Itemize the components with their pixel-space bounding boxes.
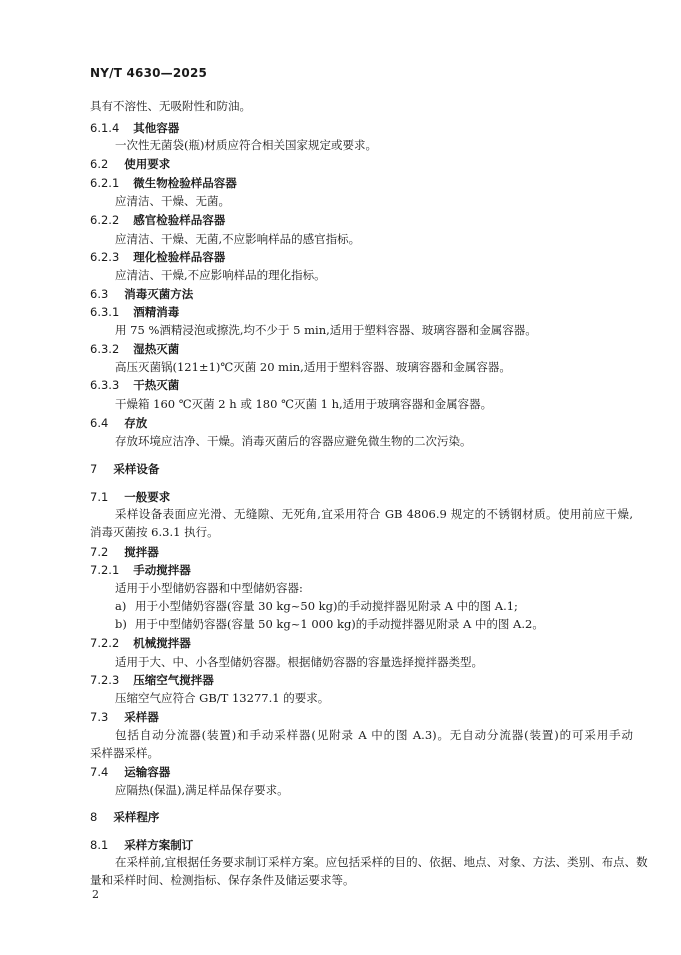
section-number: 6.3: [90, 287, 109, 301]
paragraph: 存放环境应洁净、干燥。消毒灭菌后的容器应避免微生物的二次污染。: [115, 434, 472, 448]
paragraph: 高压灭菌锅(121±1)℃灭菌 20 min,适用于塑料容器、玻璃容器和金属容器。: [115, 360, 511, 374]
paragraph: 一次性无菌袋(瓶)材质应符合相关国家规定或要求。: [115, 138, 377, 152]
section-title: 采样器: [124, 710, 159, 724]
heading-7-2-2: [90, 636, 191, 650]
heading-7-2-3: [90, 673, 214, 687]
list-item-text: 用于小型储奶容器(容量 30 kg~50 kg)的手动搅拌器见附录 A 中的图 A.1;: [135, 599, 518, 613]
section-title: 手动搅拌器: [133, 563, 191, 577]
heading-6-3-3: [90, 378, 179, 392]
heading-6-2-1: [90, 176, 237, 190]
section-number: 6.2.2: [90, 213, 120, 227]
section-title: 其他容器: [133, 121, 180, 135]
section-title: 采样程序: [113, 810, 160, 824]
heading-6-3-2: [90, 342, 179, 356]
paragraph: 干燥箱 160 ℃灭菌 2 h 或 180 ℃灭菌 1 h,适用于玻璃容器和金属容器。: [115, 397, 493, 411]
section-number: 6.1.4: [90, 121, 120, 135]
paragraph: 应清洁、干燥、无菌。: [115, 194, 230, 208]
heading-7-2: [90, 545, 159, 559]
paragraph: 压缩空气应符合 GB/T 13277.1 的要求。: [115, 691, 330, 705]
heading-7: [90, 462, 159, 476]
list-item: [115, 617, 544, 631]
paragraph: 用 75 %酒精浸泡或擦洗,均不少于 5 min,适用于塑料容器、玻璃容器和金属容器。: [115, 323, 537, 337]
section-title: 运输容器: [124, 765, 171, 779]
section-number: 6.3.2: [90, 342, 120, 356]
heading-6-1-4: [90, 121, 179, 135]
section-title: 机械搅拌器: [133, 636, 191, 650]
heading-7-4: [90, 765, 170, 779]
section-title: 感官检验样品容器: [133, 213, 226, 227]
section-number: 7.2.1: [90, 563, 120, 577]
heading-6-3-1: [90, 305, 179, 319]
section-title: 使用要求: [124, 157, 171, 171]
paragraph: 应清洁、干燥、无菌,不应影响样品的感官指标。: [115, 232, 361, 246]
paragraph: 应清洁、干燥,不应影响样品的理化指标。: [115, 268, 326, 282]
heading-7-3: [90, 710, 159, 724]
section-number: 6.2.1: [90, 176, 120, 190]
section-number: 6.3.1: [90, 305, 120, 319]
section-title: 一般要求: [124, 490, 171, 504]
page-number: 2: [92, 888, 99, 901]
section-title: 压缩空气搅拌器: [133, 673, 214, 687]
section-number: 6.2.3: [90, 250, 120, 264]
paragraph-continuation: 消毒灭菌按 6.3.1 执行。: [90, 525, 219, 539]
section-title: 湿热灭菌: [133, 342, 180, 356]
paragraph-continuation: 采样器采样。: [90, 746, 159, 760]
section-title: 采样设备: [113, 462, 160, 476]
section-number: 6.3.3: [90, 378, 120, 392]
section-number: 6.4: [90, 416, 109, 430]
section-title: 微生物检验样品容器: [133, 176, 237, 190]
heading-7-2-1: [90, 563, 191, 577]
section-number: 7.2.2: [90, 636, 120, 650]
section-number: 7.4: [90, 765, 109, 779]
heading-8: [90, 810, 159, 824]
paragraph-continuation: 量和采样时间、检测指标、保存条件及储运要求等。: [90, 873, 355, 887]
section-title: 酒精消毒: [133, 305, 180, 319]
section-title: 采样方案制订: [124, 838, 194, 852]
heading-7-1: [90, 490, 170, 504]
heading-6-3: [90, 287, 193, 301]
list-marker: a): [115, 599, 127, 613]
heading-6-2: [90, 157, 170, 171]
section-number: 7.2.3: [90, 673, 120, 687]
paragraph-continuation: 具有不溶性、无吸附性和防油。: [90, 99, 251, 113]
section-title: 搅拌器: [124, 545, 159, 559]
section-number: 7.2: [90, 545, 109, 559]
section-title: 存放: [124, 416, 148, 430]
section-title: 消毒灭菌方法: [124, 287, 194, 301]
section-number: 8.1: [90, 838, 109, 852]
section-title: 干热灭菌: [133, 378, 180, 392]
heading-6-4: [90, 416, 147, 430]
paragraph: 在采样前,宜根据任务要求制订采样方案。应包括采样的目的、依据、地点、对象、方法、类别、布点、数: [115, 855, 648, 869]
section-number: 7.3: [90, 710, 109, 724]
section-number: 7.1: [90, 490, 109, 504]
paragraph: 采样设备表面应光滑、无缝隙、无死角,宜采用符合 GB 4806.9 规定的不锈钢材质。使用前应干燥,: [115, 507, 633, 521]
document-code: NY/T 4630—2025: [90, 66, 208, 80]
list-item: [115, 599, 518, 613]
paragraph: 包括自动分流器(装置)和手动采样器(见附录 A 中的图 A.3)。无自动分流器(装置)的可采用手动: [115, 728, 633, 742]
heading-6-2-3: [90, 250, 225, 264]
section-title: 理化检验样品容器: [133, 250, 226, 264]
section-number: 6.2: [90, 157, 109, 171]
section-number: 8: [90, 810, 98, 824]
list-marker: b): [115, 617, 127, 631]
heading-8-1: [90, 838, 193, 852]
list-item-text: 用于中型储奶容器(容量 50 kg~1 000 kg)的手动搅拌器见附录 A 中的图 A.2。: [135, 617, 544, 631]
section-number: 7: [90, 462, 98, 476]
heading-6-2-2: [90, 213, 225, 227]
paragraph: 适用于大、中、小各型储奶容器。根据储奶容器的容量选择搅拌器类型。: [115, 655, 483, 669]
paragraph: 应隔热(保温),满足样品保存要求。: [115, 783, 289, 797]
paragraph: 适用于小型储奶容器和中型储奶容器:: [115, 581, 303, 595]
